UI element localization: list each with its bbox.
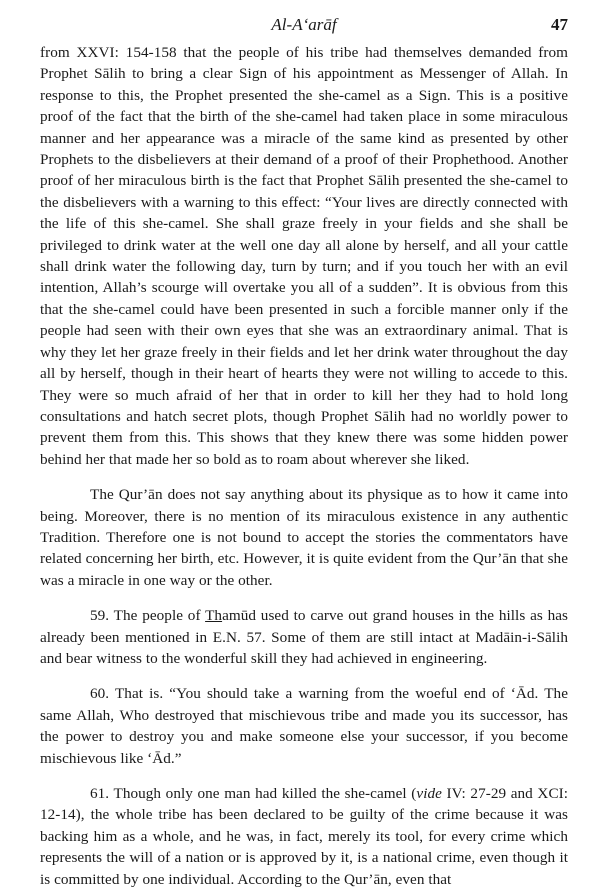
page-number: 47 <box>551 15 568 34</box>
note-61 <box>40 783 568 890</box>
note-number: 60. <box>90 685 110 703</box>
body-text <box>40 42 568 890</box>
book-page <box>40 0 569 888</box>
running-title: Al-A‘arāf <box>271 15 337 34</box>
paragraph-2: The Qur’ān does not say anything about its physique as to how it came into being. Moreover, there is no mention of its miraculous existence in any authentic Tradition. Therefore one is not bound to accept the stories the commentators have related concerning her birth, etc. However, it is quite evident from the Qur’ān that she was a miracle in one way or the other. <box>40 486 568 589</box>
italic-term: vide <box>416 785 442 802</box>
note-text: That is. “You should take a warning from the woeful end of ‘Ād. The same Allah, Who destroyed that mischievous tribe and made you its successor, has the power to destroy you and make someone else your successor, if you become mischievous like ‘Ād.” <box>40 685 568 767</box>
note-text-end: IV: 27-29 and XCI: 12-14), the whole tribe has been declared to be guilty of the crime because it was backing him as a whole, and he was, in fact, merely its tool, for every crime which represents the will of a nation or is approved by it, is a national crime, even though it is committed by one individual. According to the Qur’ān, even that <box>40 785 569 888</box>
paragraph-1: from XXVI: 154-158 that the people of his tribe had themselves demanded from Prophet Sālih to bring a clear Sign of his appointment as Messenger of Allah. In response to this, the Prophet presented the she-camel as a Sign. This is a positive proof of the fact that the birth of the she-camel had taken place in some miraculous manner and her appearance was a miracle of the same kind as presented by other Prophets to the disbelievers at their demand of a proof of their Prophethood. Another proof of her miraculous birth is the fact that Prophet Sālih presented the she-camel to the disbelievers with a warning to this effect: “Your lives are directly connected with the life of this she-camel. She shall graze freely in your fields and she shall be privileged to drink water at the well one day all alone by herself, and all your cattle shall drink water the following day, turn by turn; and if you touch her with an evil intention, Allah’s scourge will overtake you all of a sudden”. It is obvious from this that the she-camel could have been presented in such a forcible manner only if the people had seen with their own eyes that she was an extraordinary animal. That is why they let her graze freely in their fields and let her drink water throughout the day all by herself, though in their heart of hearts they were not willing to accede to this. They were so much afraid of her that in order to kill her they had to hold long consultations and hatch secret plots, though Prophet Sālih had no worldly power to prevent them from this. This shows that they knew there was some hidden power behind her that made her so bold as to roam about wherever she liked. <box>40 44 568 468</box>
note-60 <box>40 683 568 769</box>
note-text-end: amūd used to carve out grand houses in the hills as has already been mentioned in E.N. 57. Some of them are still intact at Madāin-i-Sālih and bear witness to the wonderful skill they had achieved in engineering. <box>40 607 569 667</box>
note-text-start: Though only one man had killed the she-camel ( <box>113 785 417 802</box>
note-text-start: The people of <box>113 607 201 625</box>
note-59 <box>40 605 568 669</box>
running-head <box>40 14 568 38</box>
note-number: 61. <box>90 785 110 802</box>
underlined-term: Th <box>205 607 223 625</box>
note-number: 59. <box>90 607 110 625</box>
